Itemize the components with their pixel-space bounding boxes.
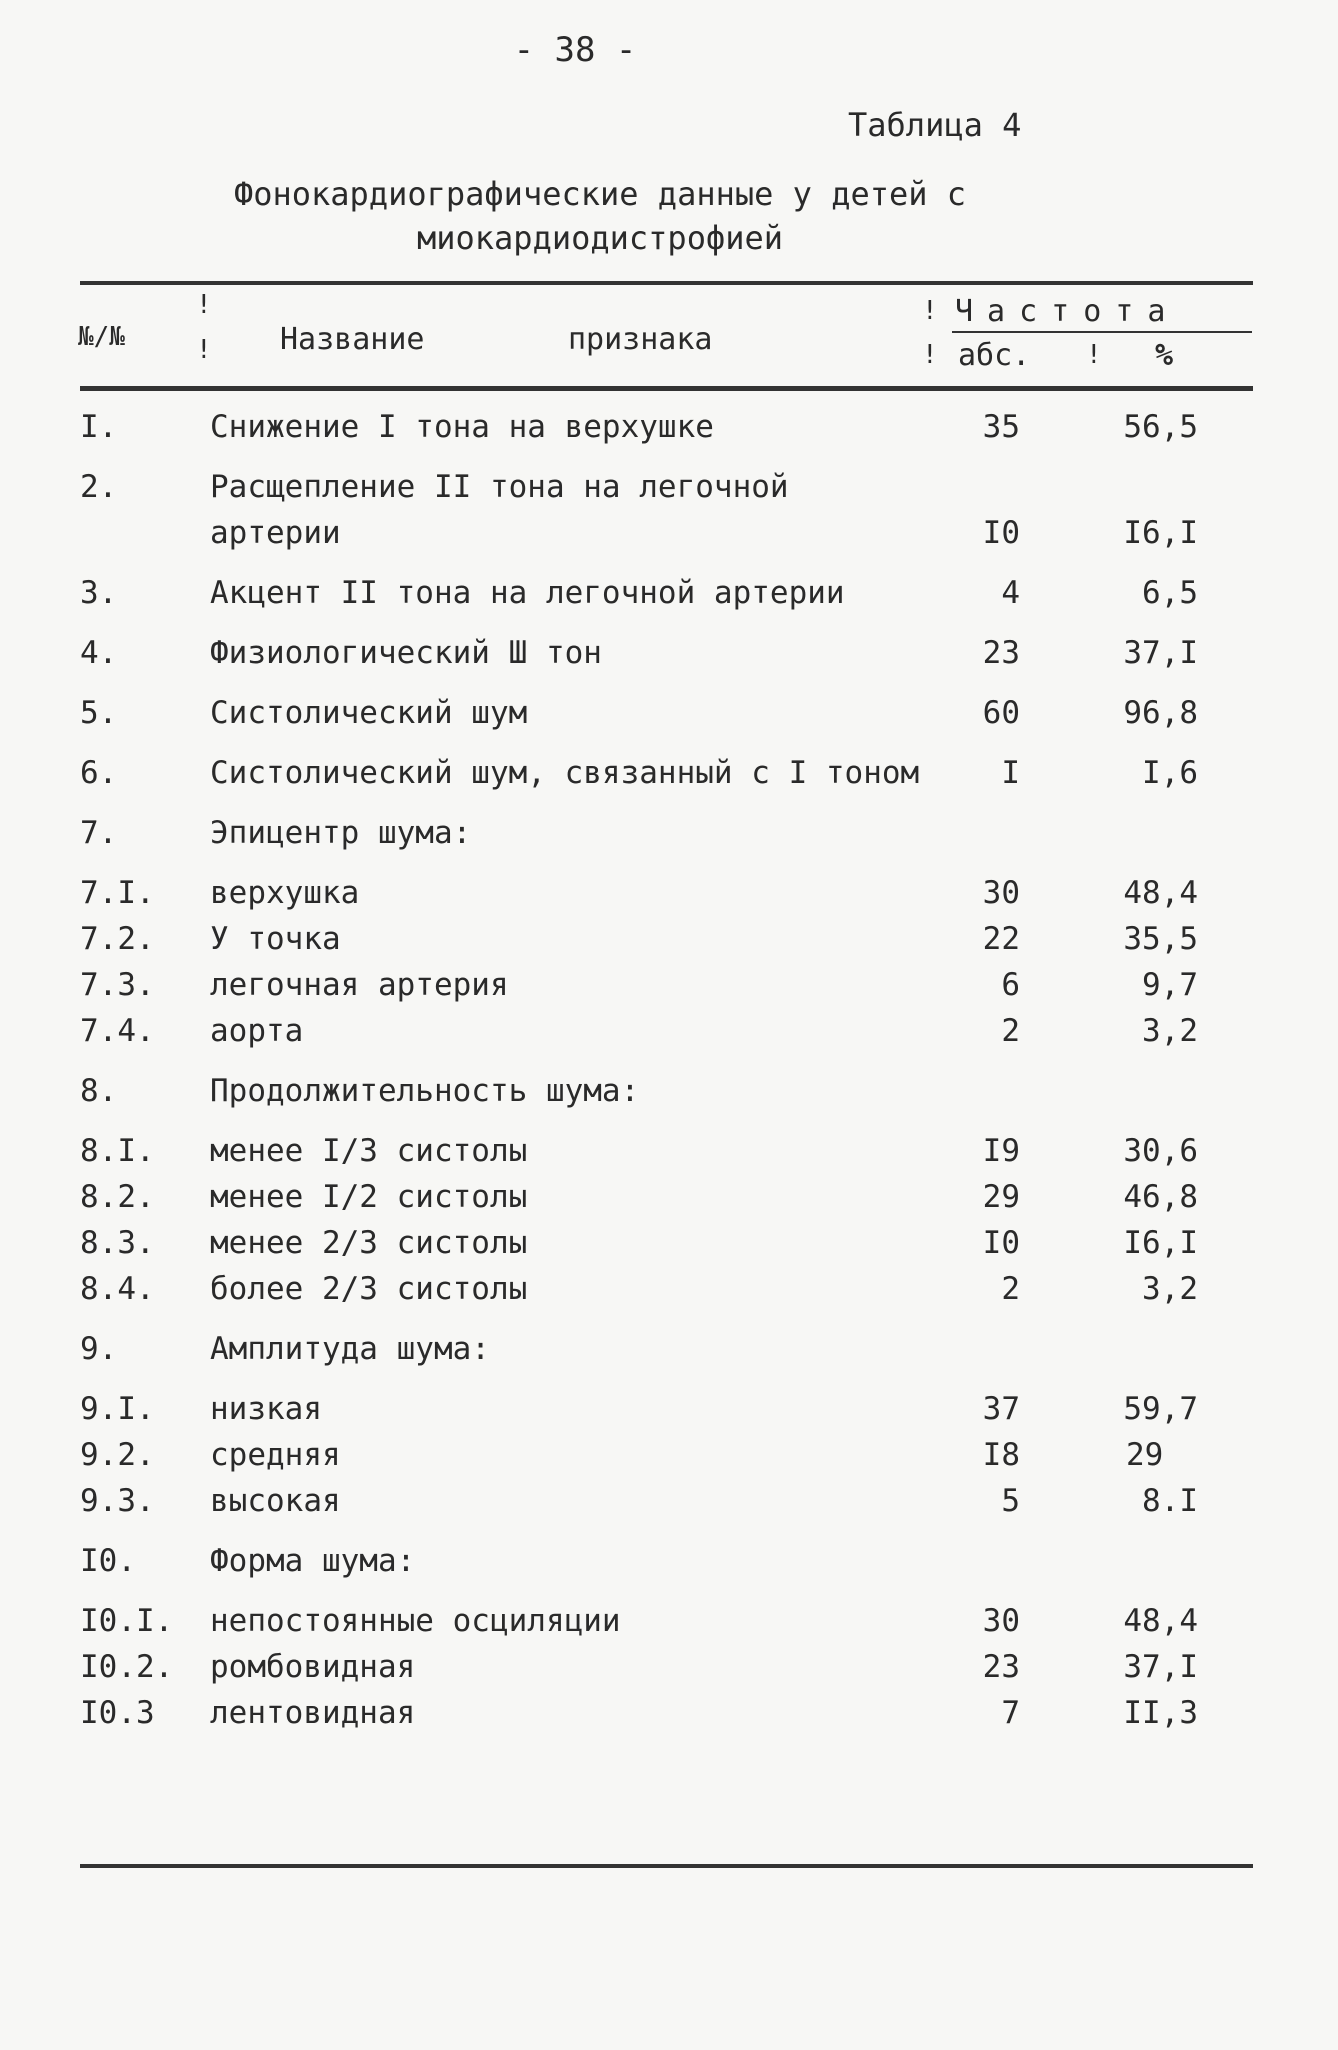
row-percent: II,3 — [1123, 1695, 1198, 1731]
row-number: 8.3. — [80, 1225, 155, 1261]
row-number: 3. — [80, 575, 118, 611]
table-row — [0, 1008, 1338, 1054]
row-name: У точка — [210, 921, 341, 957]
row-percent: 37,I — [1123, 1649, 1198, 1685]
row-name: менее 2/3 систолы — [210, 1225, 528, 1261]
row-number: 7.2. — [80, 921, 155, 957]
table-row — [0, 1068, 1338, 1114]
row-abs: 23 — [982, 1649, 1020, 1685]
header-name: Название — [280, 322, 425, 357]
row-number: 2. — [80, 469, 118, 505]
row-name: низкая — [210, 1391, 322, 1427]
header-separator: ! — [1086, 340, 1102, 370]
row-number: 7. — [80, 815, 118, 851]
table-row — [0, 870, 1338, 916]
row-abs: I — [1001, 755, 1020, 791]
row-name: Систолический шум, связанный с I тоном — [210, 755, 920, 791]
table-row — [0, 1690, 1338, 1736]
row-abs: I8 — [982, 1437, 1020, 1473]
table-row — [0, 1128, 1338, 1174]
table-row — [0, 1644, 1338, 1690]
row-percent: 30,6 — [1123, 1133, 1198, 1169]
row-abs: I9 — [982, 1133, 1020, 1169]
row-percent: 56,5 — [1123, 409, 1198, 445]
row-percent: 35,5 — [1123, 921, 1198, 957]
row-abs: 30 — [982, 1603, 1020, 1639]
table-row — [0, 962, 1338, 1008]
row-name: Расщепление II тона на легочной артерии — [210, 469, 789, 551]
row-number: 7.I. — [80, 875, 155, 911]
row-name: средняя — [210, 1437, 341, 1473]
row-name: Эпицентр шума: — [210, 815, 472, 851]
row-name: менее I/2 систолы — [210, 1179, 528, 1215]
header-separator: ! — [922, 296, 938, 326]
table-row — [0, 750, 1338, 796]
row-name: ромбовидная — [210, 1649, 416, 1685]
header-percent: % — [1155, 338, 1174, 373]
table-row — [0, 464, 1338, 556]
table-row — [0, 1174, 1338, 1220]
row-number: 9.2. — [80, 1437, 155, 1473]
row-number: I0.I. — [80, 1603, 174, 1639]
row-number: 6. — [80, 755, 118, 791]
row-number: I0. — [80, 1543, 136, 1579]
row-abs: 6 — [1001, 967, 1020, 1003]
row-number: 7.3. — [80, 967, 155, 1003]
row-percent: I,6 — [1142, 755, 1198, 791]
table-body — [0, 404, 1338, 1736]
row-number: 8.2. — [80, 1179, 155, 1215]
row-name: аорта — [210, 1013, 304, 1049]
row-percent: 8.I — [1142, 1483, 1198, 1519]
row-abs: I0 — [982, 1225, 1020, 1261]
row-abs: 5 — [1001, 1483, 1020, 1519]
table-row — [0, 916, 1338, 962]
row-number: 5. — [80, 695, 118, 731]
row-abs: 29 — [982, 1179, 1020, 1215]
table-row — [0, 1266, 1338, 1312]
row-percent: 37,I — [1123, 635, 1198, 671]
row-name: Амплитуда шума: — [210, 1331, 490, 1367]
row-percent: I6,I — [1123, 515, 1198, 551]
row-number: 7.4. — [80, 1013, 155, 1049]
row-percent: 48,4 — [1123, 875, 1198, 911]
table-title — [150, 172, 1050, 260]
table-row — [0, 1220, 1338, 1266]
table-title-line-1: Фонокардиографические данные у детей с — [233, 175, 967, 213]
table-row — [0, 1326, 1338, 1372]
row-number: 9. — [80, 1331, 118, 1367]
header-sign: признака — [568, 322, 713, 357]
row-percent: 3,2 — [1142, 1013, 1198, 1049]
row-abs: 22 — [982, 921, 1020, 957]
row-abs: 30 — [982, 875, 1020, 911]
row-percent: 48,4 — [1123, 1603, 1198, 1639]
page-number: - 38 - — [513, 30, 637, 70]
row-name: Систолический шум — [210, 695, 528, 731]
frequency-underline — [952, 331, 1252, 333]
row-percent: 59,7 — [1123, 1391, 1198, 1427]
header-separator: ! — [196, 335, 212, 365]
table-row — [0, 570, 1338, 616]
table-title-line-2: миокардиодистрофией — [416, 219, 784, 257]
row-abs: 2 — [1001, 1271, 1020, 1307]
row-abs: 35 — [982, 409, 1020, 445]
row-number: 9.3. — [80, 1483, 155, 1519]
row-name: Физиологический Ш тон — [210, 635, 602, 671]
row-name: более 2/3 систолы — [210, 1271, 528, 1307]
row-name: менее I/3 систолы — [210, 1133, 528, 1169]
table-row — [0, 1386, 1338, 1432]
row-name: верхушка — [210, 875, 360, 911]
row-abs: 37 — [982, 1391, 1020, 1427]
row-percent: 9,7 — [1142, 967, 1198, 1003]
table-row — [0, 1432, 1338, 1478]
row-name: Акцент II тона на легочной артерии — [210, 575, 845, 611]
table-label: Таблица 4 — [848, 106, 1022, 144]
table-row — [0, 404, 1338, 450]
row-percent: 96,8 — [1123, 695, 1198, 731]
table-row — [0, 1478, 1338, 1524]
row-number: I0.3 — [80, 1695, 155, 1731]
table-row — [0, 810, 1338, 856]
row-abs: I0 — [982, 515, 1020, 551]
row-abs: 2 — [1001, 1013, 1020, 1049]
bottom-rule — [80, 1864, 1253, 1868]
header-number: №/№ — [78, 322, 125, 352]
row-number: 8.4. — [80, 1271, 155, 1307]
row-number: 4. — [80, 635, 118, 671]
row-name: Форма шума: — [210, 1543, 416, 1579]
row-name: Продолжительность шума: — [210, 1073, 640, 1109]
row-number: I0.2. — [80, 1649, 174, 1685]
row-name: Снижение I тона на верхушке — [210, 409, 714, 445]
row-abs: 60 — [982, 695, 1020, 731]
row-name: непостоянные осциляции — [210, 1603, 621, 1639]
row-abs: 7 — [1001, 1695, 1020, 1731]
top-rule — [80, 281, 1253, 285]
row-number: 8. — [80, 1073, 118, 1109]
row-percent: 46,8 — [1123, 1179, 1198, 1215]
header-separator: ! — [196, 290, 212, 320]
header-abs: абс. — [958, 338, 1031, 373]
table-row — [0, 1538, 1338, 1584]
row-abs: 23 — [982, 635, 1020, 671]
row-name: легочная артерия — [210, 967, 509, 1003]
row-number: 8.I. — [80, 1133, 155, 1169]
table-row — [0, 1598, 1338, 1644]
row-number: 9.I. — [80, 1391, 155, 1427]
row-abs: 4 — [1001, 575, 1020, 611]
row-name: лентовидная — [210, 1695, 416, 1731]
row-percent: 3,2 — [1142, 1271, 1198, 1307]
row-percent: 6,5 — [1142, 575, 1198, 611]
header-frequency: Частота — [955, 294, 1180, 329]
row-percent: I6,I — [1123, 1225, 1198, 1261]
row-percent: 29 — [1126, 1437, 1164, 1473]
table-row — [0, 630, 1338, 676]
table-row — [0, 690, 1338, 736]
row-name: высокая — [210, 1483, 341, 1519]
header-separator: ! — [922, 340, 938, 370]
header-rule — [80, 386, 1253, 391]
row-number: I. — [80, 409, 118, 445]
